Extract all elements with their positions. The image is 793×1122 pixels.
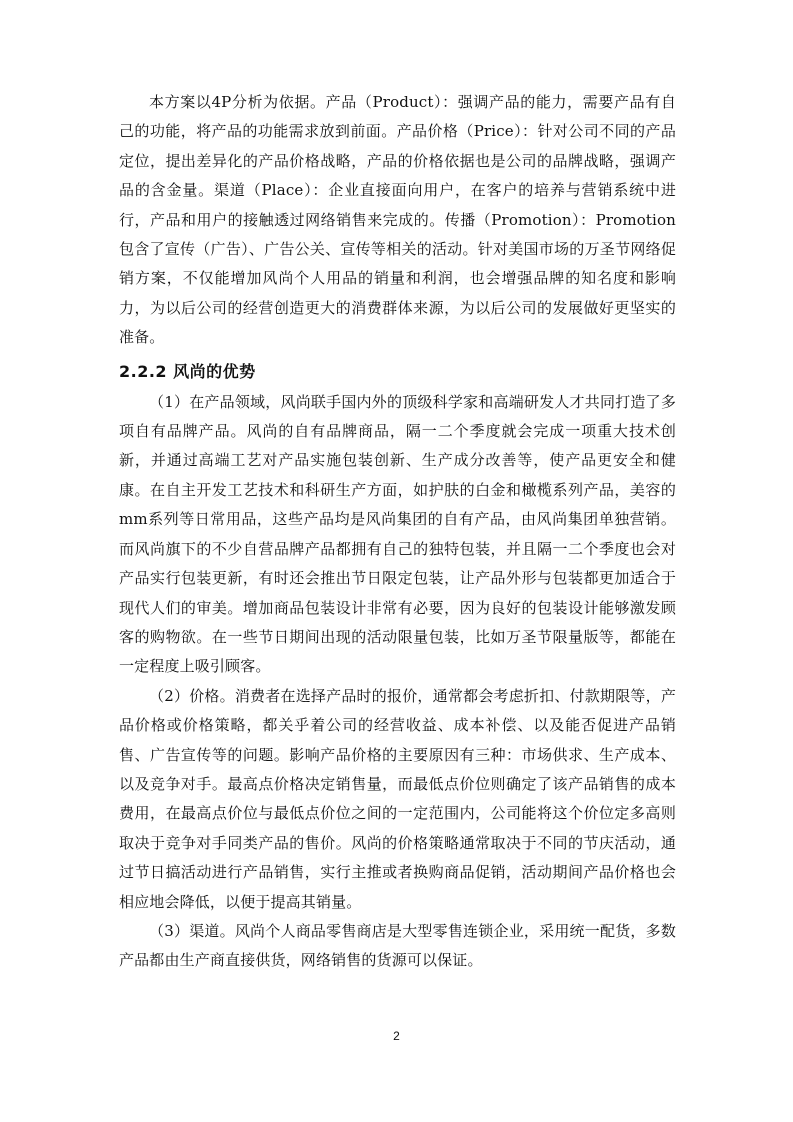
page-number: 2: [393, 1029, 400, 1043]
intro-paragraph: 本方案以4P分析为依据。产品（Product）：强调产品的能力，需要产品有自己的功能，将产品的功能需求放到前面。产品价格（Price）：针对公司不同的产品定位，提出差异化的产品价格战略，产品的价格依据也是公司的品牌战略，强调产品的含金量。渠道（Place）：企业直接面向用户，在客户的培养与营销系统中进行，产品和用户的接触透过网络销售来完成的。传播（Promotion）：Promotion包含了宣传（广告）、广告公关、宣传等相关的活动。针对美国市场的万圣节网络促销方案，不仅能增加风尚个人用品的销量和利润，也会增强品牌的知名度和影响力，为以后公司的经营创造更大的消费群体来源，为以后公司的发展做好更坚实的准备。: [119, 93, 676, 347]
paragraph-price: （2）价格。消费者在选择产品时的报价，通常都会考虑折扣、付款期限等，产品价格或价格策略，都关乎着公司的经营收益、成本补偿、以及能否促进产品销售、广告宣传等的问题。影响产品价格的主要原因有三种：市场供求、生产成本、以及竞争对手。最高点价格决定销售量，而最低点价位则确定了该产品销售的成本费用，在最高点价位与最低点价位之间的一定范围内，公司能将这个价位定多高则取决于竞争对手同类产品的售价。风尚的价格策略通常取决于不同的节庆活动，通过节日搞活动进行产品销售，实行主推或者换购商品促销，活动期间产品价格也会相应地会降低，以便于提高其销量。: [119, 686, 676, 911]
paragraph-channel: （3）渠道。风尚个人商品零售商店是大型零售连锁企业，采用统一配货，多数产品都由生产商直接供货，网络销售的货源可以保证。: [119, 921, 676, 970]
section-heading: 2.2.2 风尚的优势: [119, 361, 256, 381]
paragraph-product: （1）在产品领域，风尚联手国内外的顶级科学家和高端研发人才共同打造了多项自有品牌产品。风尚的自有品牌商品，隔一二个季度就会完成一项重大技术创新，并通过高端工艺对产品实施包装创新、生产成分改善等，使产品更安全和健康。在自主开发工艺技术和科研生产方面，如护肤的白金和橄榄系列产品，美容的mm系列等日常用品，这些产品均是风尚集团的自有产品，由风尚集团单独营销。而风尚旗下的不少自营品牌产品都拥有自己的独特包装，并且隔一二个季度也会对产品实行包装更新，有时还会推出节日限定包装，让产品外形与包装都更加适合于现代人们的审美。增加商品包装设计非常有必要，因为良好的包装设计能够激发顾客的购物欲。在一些节日期间出现的活动限量包装，比如万圣节限量版等，都能在一定程度上吸引顾客。: [119, 392, 676, 676]
document-body: [119, 88, 676, 976]
